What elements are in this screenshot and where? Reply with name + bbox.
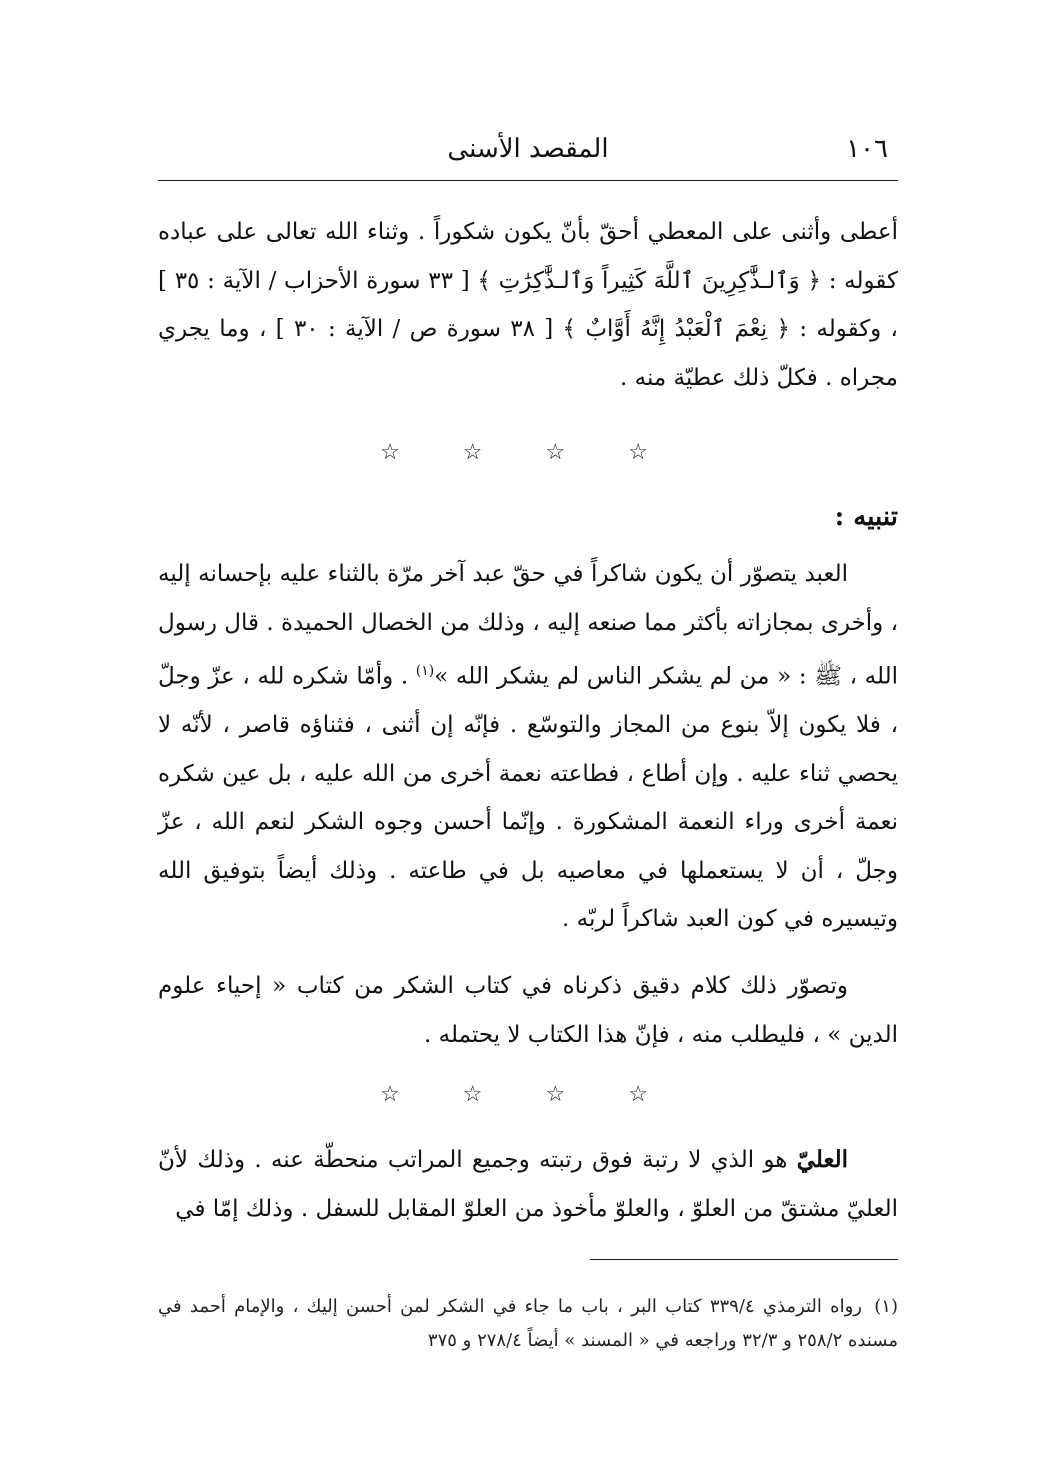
term-name: العليّ xyxy=(796,1146,848,1173)
note-2-block xyxy=(158,962,898,1059)
header-rule xyxy=(158,180,898,181)
note-paragraph-1-part-b: . وأمّا شكره لله ، عزّ وجلّ ، فلا يكون إلاّ بنوع من المجاز والتوسّع . فإنّه إن أثنى ، فثناؤه قاصر ، لأنّه لا يحصي ثناء عليه . وإن أطاع ، فطاعته نعمة أخرى من الله عليه ، بل عين شكره نعمة أخرى وراء النعمة المشكورة . وإنّما أحسن وجوه الشكر لنعم الله ، عزّ وجلّ ، أن لا يستعملها في معاصيه بل في طاعته . وذلك أيضاً بتوفيق الله وتيسيره في كون العبد شاكراً لربّه . xyxy=(158,663,898,933)
term-paragraph xyxy=(158,1136,898,1233)
section-separator: ☆ ☆ ☆ ☆ xyxy=(380,440,676,465)
footnotes xyxy=(158,1290,898,1358)
running-title: المقصد الأسنى xyxy=(447,134,609,164)
note-paragraph-1-part-a: العبد يتصوّر أن يكون شاكراً في حقّ عبد آخر مرّة بالثناء عليه بإحسانه إليه ، وأخرى بمجازاته بأكثر مما صنعه إليه ، وذلك من الخصال الحميدة . قال رسول الله ، ﷺ : « من لم يشكر الناس لم يشكر الله » xyxy=(158,561,898,690)
note-paragraph-1 xyxy=(158,550,898,944)
page-header xyxy=(158,128,898,172)
term-block xyxy=(158,1136,898,1233)
intro-paragraph-block xyxy=(158,208,898,402)
note-block xyxy=(158,550,898,944)
footnote-rule xyxy=(590,1259,898,1260)
footnote-reference[interactable]: (١) xyxy=(415,663,435,679)
term-definition: هو الذي لا رتبة فوق رتبته وجميع المراتب منحطّة عنه . وذلك لأنّ العليّ مشتقّ من العلوّ ، والعلوّ مأخوذ من العلوّ المقابل للسفل . وذلك إمّا في xyxy=(158,1147,898,1222)
note-heading: تنبيه : xyxy=(834,502,898,532)
page-number: ١٠٦ xyxy=(846,134,888,164)
footnote-mark: (١) xyxy=(874,1296,898,1317)
footnote-text: رواه الترمذي ٣٣٩/٤ كتاب البر ، باب ما جاء في الشكر لمن أحسن إليك ، والإمام أحمد في مسنده ٢٥٨/٢ و ٣٢/٣ وراجعه في « المسند » أيضاً ٢٧٨/٤ و ٣٧٥ xyxy=(158,1296,898,1351)
intro-paragraph: أعطى وأثنى على المعطي أحقّ بأنّ يكون شكوراً . وثناء الله تعالى على عباده كقوله : ﴿ وَٱلـذَّٰكِرِينَ ٱللَّهَ كَثِيراً وَٱلـذَّٰكِرَٰتِ ﴾ [ ٣٣ سورة الأحزاب / الآية : ٣٥ ] ، وكقوله : ﴿ نِعْمَ ٱلْعَبْدُ إِنَّهُ أَوَّابٌ ﴾ [ ٣٨ سورة ص / الآية : ٣٠ ] ، وما يجري مجراه . فكلّ ذلك عطيّة منه . xyxy=(158,219,898,391)
section-separator-2: ☆ ☆ ☆ ☆ xyxy=(380,1082,676,1107)
note-paragraph-2: وتصوّر ذلك كلام دقيق ذكرناه في كتاب الشكر من كتاب « إحياء علوم الدين » ، فليطلب منه ، فإنّ هذا الكتاب لا يحتمله . xyxy=(158,973,898,1048)
